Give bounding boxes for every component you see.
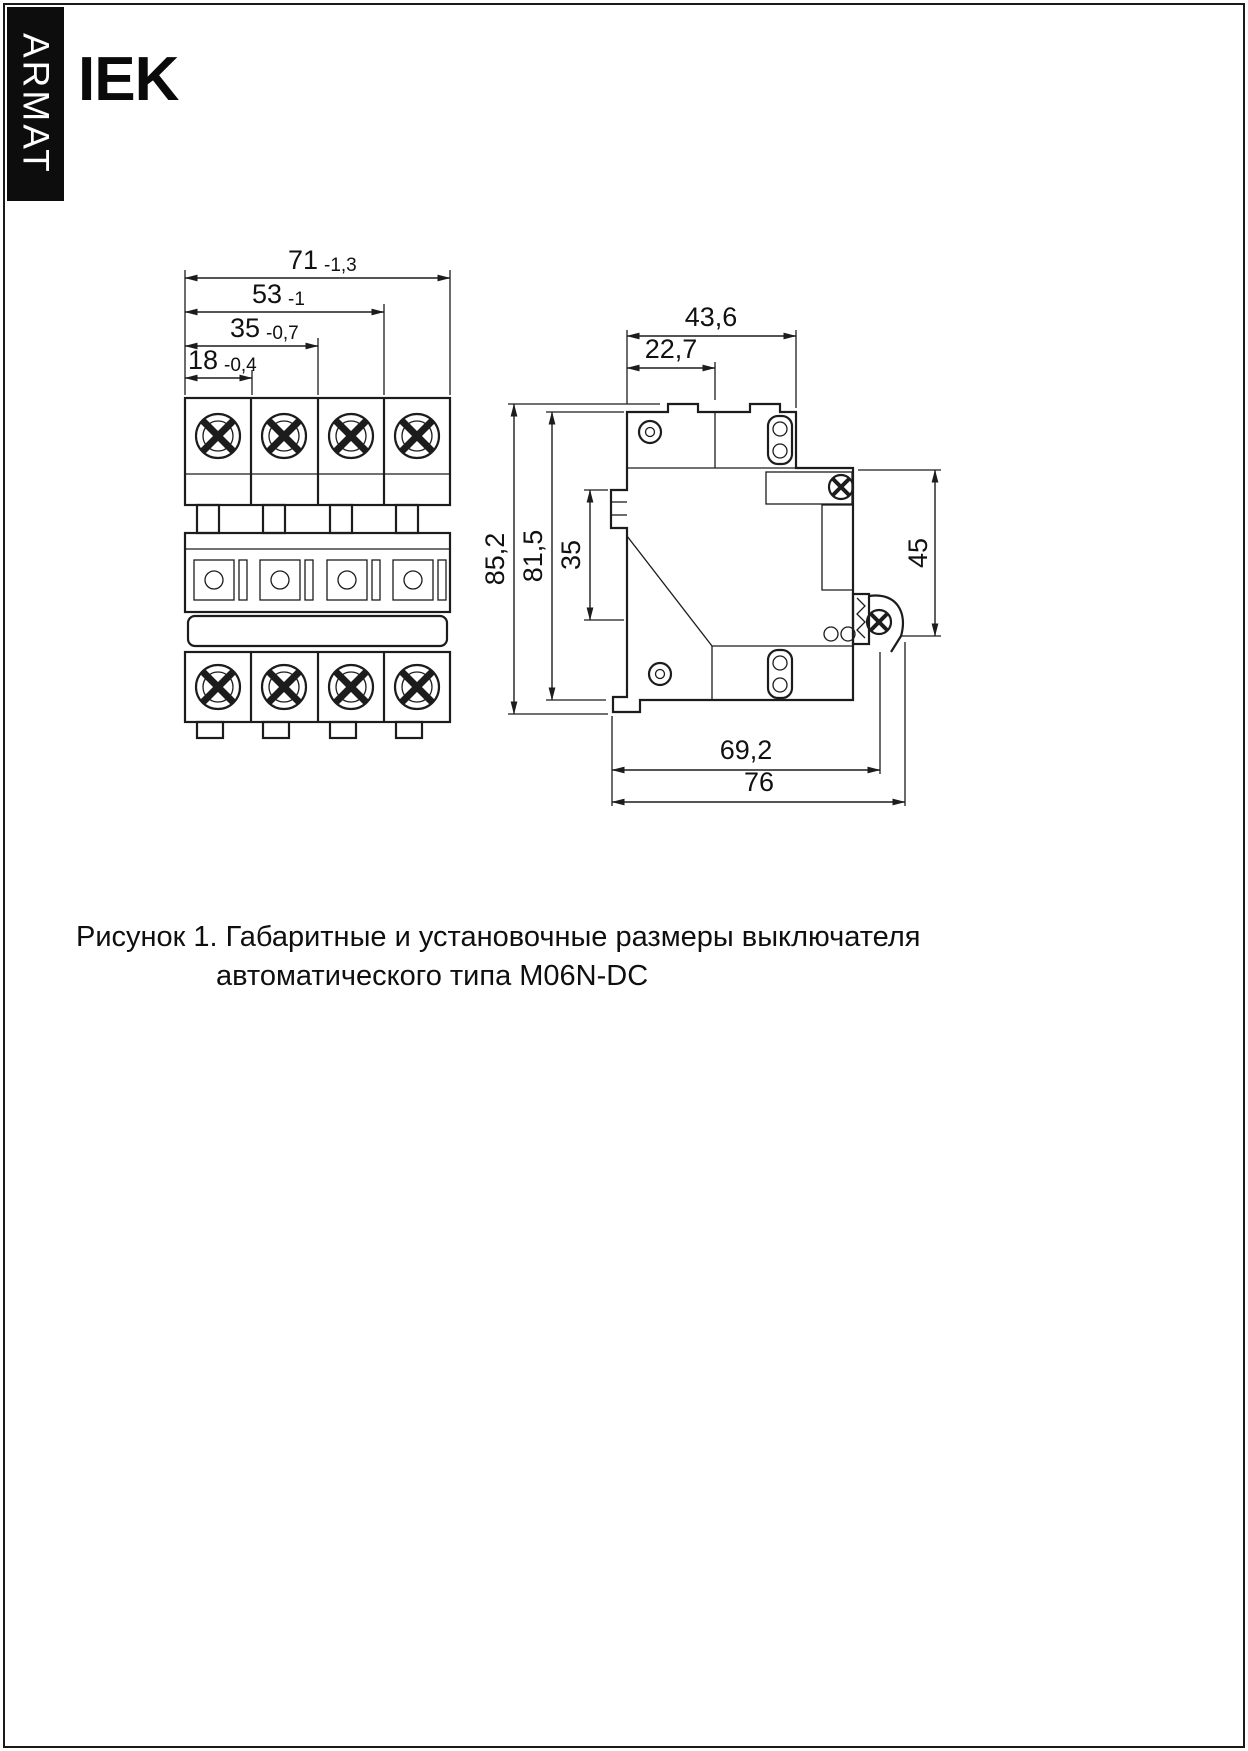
dim-label-81-5: 81,5 bbox=[518, 529, 548, 583]
case-screw-icon bbox=[649, 663, 671, 685]
handle-tie-bar bbox=[188, 616, 447, 646]
side-view-dimensions bbox=[480, 302, 941, 806]
dim-tol-18: -0,4 bbox=[224, 355, 257, 376]
latch-screw-icon bbox=[867, 610, 891, 634]
dim-label-85-2: 85,2 bbox=[480, 532, 510, 586]
dim-label-35: 35 bbox=[230, 313, 261, 343]
screw-icon bbox=[196, 665, 240, 709]
side-view bbox=[611, 404, 903, 712]
dim-tol-53: -1 bbox=[288, 289, 305, 310]
figure-caption-line1: Рисунок 1. Габаритные и установочные размеры выключателя bbox=[76, 921, 921, 953]
dim-label-18: 18 bbox=[188, 345, 219, 375]
screw-icon bbox=[262, 414, 306, 458]
figure-caption-line2: автоматического типа M06N-DC bbox=[216, 960, 649, 992]
dim-label-76: 76 bbox=[743, 767, 775, 797]
screw-icon bbox=[395, 665, 439, 709]
mount-screw-icon bbox=[829, 475, 853, 499]
screw-icon bbox=[262, 665, 306, 709]
case-screw-icon bbox=[639, 421, 661, 443]
din-latch bbox=[853, 594, 903, 652]
iek-logo: IEK bbox=[78, 45, 179, 114]
dim-label-45: 45 bbox=[903, 537, 933, 569]
dim-tol-71: -1,3 bbox=[324, 255, 357, 276]
dim-tol-35: -0,7 bbox=[266, 323, 299, 344]
dim-label-53: 53 bbox=[252, 279, 283, 309]
dim-label-43-6: 43,6 bbox=[684, 302, 738, 332]
front-view-dimensions bbox=[185, 245, 450, 395]
screw-icon bbox=[329, 414, 373, 458]
dim-label-69-2: 69,2 bbox=[719, 735, 773, 765]
dim-label-22-7: 22,7 bbox=[644, 334, 698, 364]
screw-icon bbox=[196, 414, 240, 458]
armat-banner-text: ARMAT bbox=[15, 33, 57, 175]
dim-label-35-side: 35 bbox=[556, 539, 586, 571]
screw-icon bbox=[329, 665, 373, 709]
front-view bbox=[185, 398, 450, 738]
dim-label-71: 71 bbox=[288, 245, 319, 275]
figure-caption bbox=[76, 918, 920, 996]
screw-icon bbox=[395, 414, 439, 458]
